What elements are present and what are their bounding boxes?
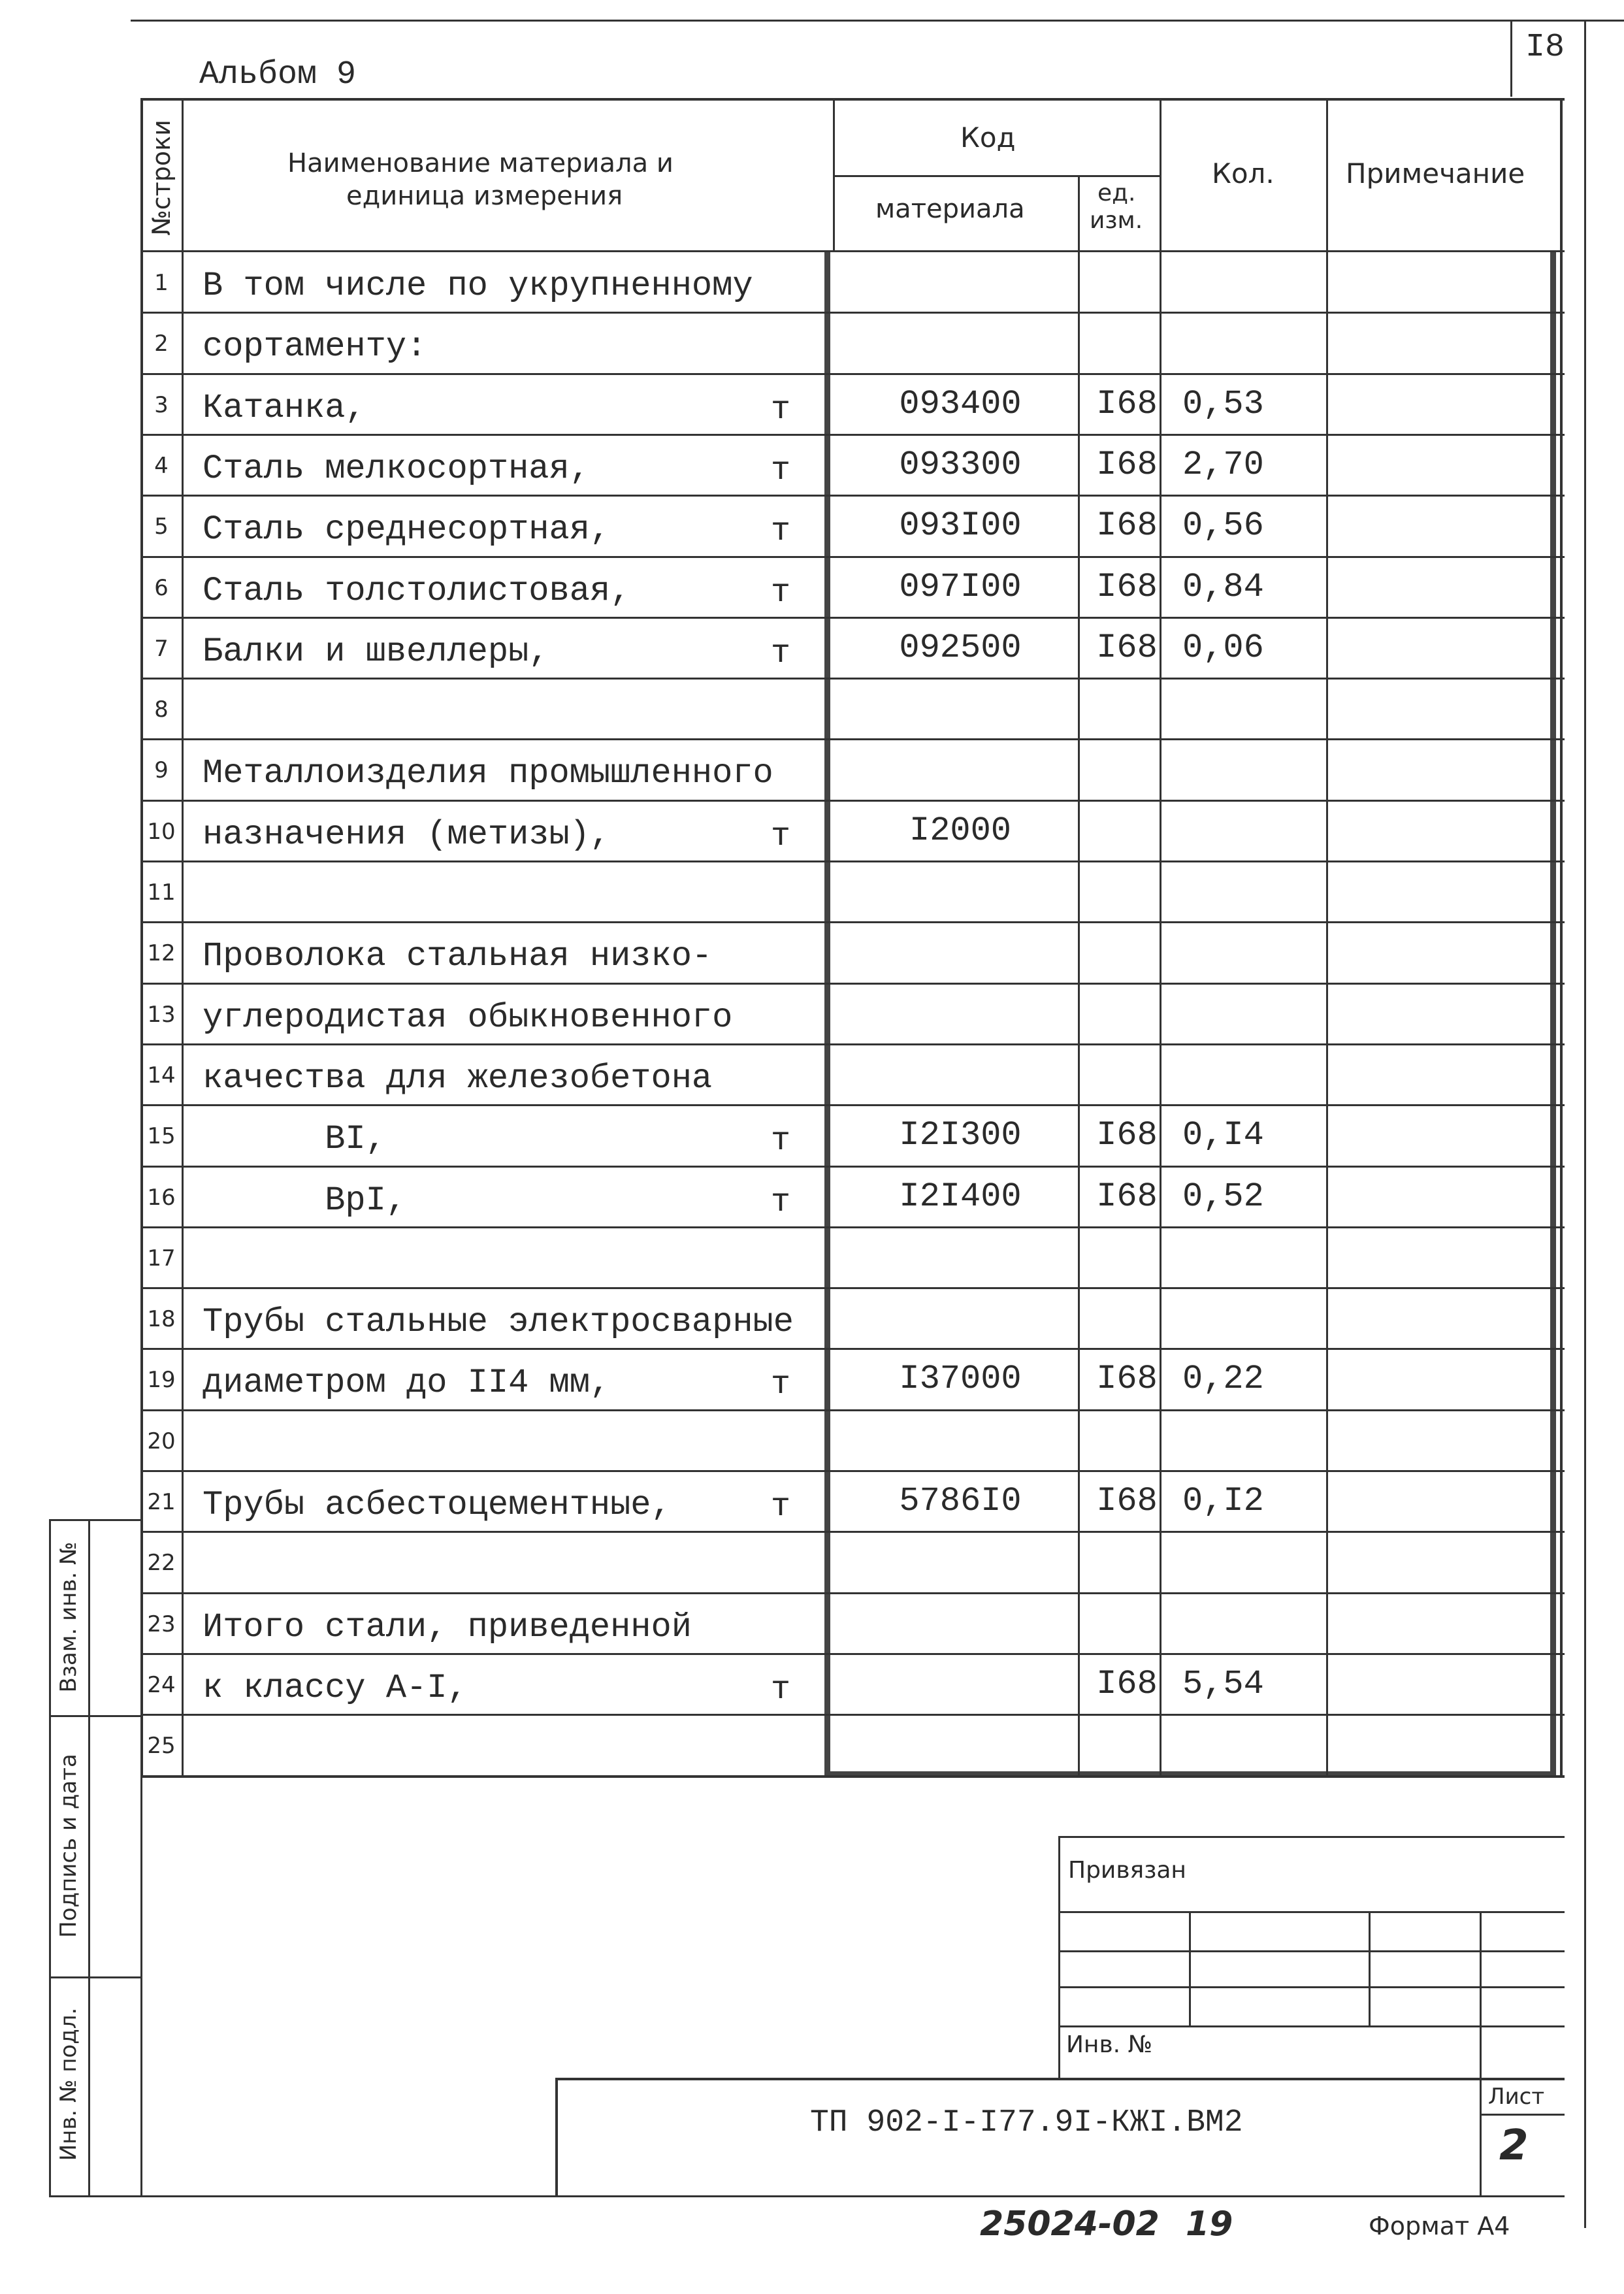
material-code: 097I00 xyxy=(899,568,1022,606)
row-number: 24 xyxy=(147,1672,176,1698)
quantity: 0,84 xyxy=(1182,568,1264,606)
material-name: Сталь среднесортная, xyxy=(203,510,611,549)
unit: т xyxy=(771,1122,791,1160)
material-name: сортаменту: xyxy=(203,327,427,366)
row-separator xyxy=(140,738,1565,740)
row-separator xyxy=(140,1470,1565,1472)
code-material-header: материала xyxy=(875,194,1025,224)
material-name: В том числе по укрупненному xyxy=(203,267,753,305)
material-code: I2000 xyxy=(909,811,1012,850)
row-number: 14 xyxy=(147,1062,176,1089)
row-separator xyxy=(140,1409,1565,1411)
row-number: 6 xyxy=(154,575,169,601)
replacement-inventory-label: Взам. инв. № xyxy=(56,1541,82,1693)
document-designation: ТП 902-I-I77.9I-КЖI.ВМ2 xyxy=(810,2105,1243,2140)
material-name: BpI, xyxy=(203,1181,407,1220)
row-separator xyxy=(140,860,1565,862)
name-header-line1: Наименование материала и xyxy=(287,148,674,178)
signature-date-label: Подпись и дата xyxy=(56,1754,82,1938)
quantity: 0,06 xyxy=(1182,629,1264,667)
qty-header: Кол. xyxy=(1212,157,1275,189)
measure-code: I68 xyxy=(1096,1482,1158,1520)
material-name: Балки и швеллеры, xyxy=(203,632,549,671)
row-separator xyxy=(140,1653,1565,1655)
row-separator xyxy=(140,1043,1565,1045)
quantity: 0,I4 xyxy=(1182,1116,1264,1155)
material-name: Итого стали, приведенной xyxy=(203,1608,692,1647)
measure-code: I68 xyxy=(1096,568,1158,606)
material-code: 093I00 xyxy=(899,506,1022,545)
material-name: качества для железобетона xyxy=(203,1059,713,1098)
row-separator xyxy=(140,1592,1565,1594)
album-title: Альбом 9 xyxy=(199,56,357,93)
material-name: Трубы асбестоцементные, xyxy=(203,1486,672,1524)
material-code: 093300 xyxy=(899,446,1022,484)
unit: т xyxy=(771,391,791,429)
row-number-header: №строки xyxy=(147,120,176,236)
row-separator xyxy=(140,617,1565,619)
unit: т xyxy=(771,1488,791,1526)
name-header-line2: единица измерения xyxy=(346,181,623,211)
quantity: 5,54 xyxy=(1182,1665,1264,1703)
row-number: 17 xyxy=(147,1245,176,1271)
row-number: 23 xyxy=(147,1611,176,1637)
row-number: 11 xyxy=(147,879,176,906)
sheet-label: Лист xyxy=(1488,2084,1545,2110)
quantity: 0,56 xyxy=(1182,506,1264,545)
row-separator xyxy=(140,1226,1565,1228)
material-code: 092500 xyxy=(899,629,1022,667)
row-number: 7 xyxy=(154,636,169,662)
row-number: 13 xyxy=(147,1002,176,1028)
row-separator xyxy=(140,556,1565,558)
row-number: 20 xyxy=(147,1428,176,1454)
row-separator xyxy=(140,678,1565,680)
row-separator xyxy=(140,495,1565,497)
row-number: 5 xyxy=(154,514,169,540)
material-name: Катанка, xyxy=(203,389,366,427)
row-separator xyxy=(140,373,1565,375)
row-separator xyxy=(140,1287,1565,1289)
measure-code: I68 xyxy=(1096,446,1158,484)
row-number: 1 xyxy=(154,270,169,296)
measure-code: I68 xyxy=(1096,1665,1158,1703)
code-unit-header-2: изм. xyxy=(1090,207,1143,234)
material-name: назначения (метизы), xyxy=(203,815,611,854)
row-number: 4 xyxy=(154,453,169,479)
sheet-number-value: 2 xyxy=(1499,2122,1529,2170)
row-separator xyxy=(140,434,1565,436)
row-separator xyxy=(140,1104,1565,1106)
quantity: 0,53 xyxy=(1182,385,1264,423)
unit: т xyxy=(771,635,791,672)
handwritten-code: 25024-02 xyxy=(980,2204,1160,2244)
row-number: 19 xyxy=(147,1367,176,1393)
row-separator xyxy=(140,312,1565,314)
material-code: I2I300 xyxy=(899,1116,1022,1155)
material-name: диаметром до II4 мм, xyxy=(203,1364,611,1402)
row-separator xyxy=(140,1348,1565,1350)
quantity: 0,22 xyxy=(1182,1360,1264,1398)
row-number: 15 xyxy=(147,1123,176,1149)
measure-code: I68 xyxy=(1096,506,1158,545)
material-code: 5786I0 xyxy=(899,1482,1022,1520)
measure-code: I68 xyxy=(1096,385,1158,423)
material-name: Сталь толстолистовая, xyxy=(203,572,631,610)
row-separator xyxy=(140,921,1565,923)
material-code: I2I400 xyxy=(899,1177,1022,1216)
unit: т xyxy=(771,1184,791,1221)
paper-format: Формат А4 xyxy=(1369,2212,1510,2240)
material-name: к классу A-I, xyxy=(203,1669,468,1707)
unit: т xyxy=(771,818,791,855)
handwritten-number: 19 xyxy=(1186,2204,1233,2244)
row-number: 16 xyxy=(147,1185,176,1211)
row-number: 22 xyxy=(147,1550,176,1576)
row-separator xyxy=(140,1166,1565,1168)
material-name: BI, xyxy=(203,1120,386,1158)
row-number: 10 xyxy=(147,819,176,845)
row-number: 9 xyxy=(154,757,169,783)
unit: т xyxy=(771,452,791,489)
quantity: 0,52 xyxy=(1182,1177,1264,1216)
note-header: Примечание xyxy=(1346,157,1525,189)
row-separator xyxy=(140,800,1565,802)
measure-code: I68 xyxy=(1096,629,1158,667)
sheet-number: I8 xyxy=(1525,29,1565,66)
row-number: 2 xyxy=(154,331,169,357)
material-name: Металлоизделия промышленного xyxy=(203,754,773,793)
row-number: 12 xyxy=(147,940,176,966)
row-separator xyxy=(140,983,1565,985)
unit: т xyxy=(771,513,791,550)
material-name: Проволока стальная низко- xyxy=(203,937,713,975)
measure-code: I68 xyxy=(1096,1116,1158,1155)
row-number: 25 xyxy=(147,1733,176,1759)
material-name: углеродистая обыкновенного xyxy=(203,998,733,1037)
code-header: Код xyxy=(960,122,1016,154)
material-name: Трубы стальные электросварные xyxy=(203,1303,794,1341)
inventory-number-label: Инв. № xyxy=(1066,2031,1153,2058)
row-number: 21 xyxy=(147,1489,176,1515)
attached-label: Привязан xyxy=(1068,1857,1186,1884)
row-number: 3 xyxy=(154,392,169,418)
row-number: 18 xyxy=(147,1306,176,1332)
quantity: 0,I2 xyxy=(1182,1482,1264,1520)
unit: т xyxy=(771,1366,791,1403)
original-inventory-label: Инв. № подл. xyxy=(56,2007,82,2161)
code-unit-header-1: ед. xyxy=(1097,180,1136,206)
row-separator xyxy=(140,1531,1565,1533)
row-number: 8 xyxy=(154,696,169,723)
measure-code: I68 xyxy=(1096,1360,1158,1398)
quantity: 2,70 xyxy=(1182,446,1264,484)
row-separator xyxy=(140,1714,1565,1716)
material-code: I37000 xyxy=(899,1360,1022,1398)
unit: т xyxy=(771,1671,791,1709)
material-name: Сталь мелкосортная, xyxy=(203,450,590,488)
row-separator xyxy=(140,1775,1565,1778)
material-code: 093400 xyxy=(899,385,1022,423)
measure-code: I68 xyxy=(1096,1177,1158,1216)
unit: т xyxy=(771,574,791,612)
